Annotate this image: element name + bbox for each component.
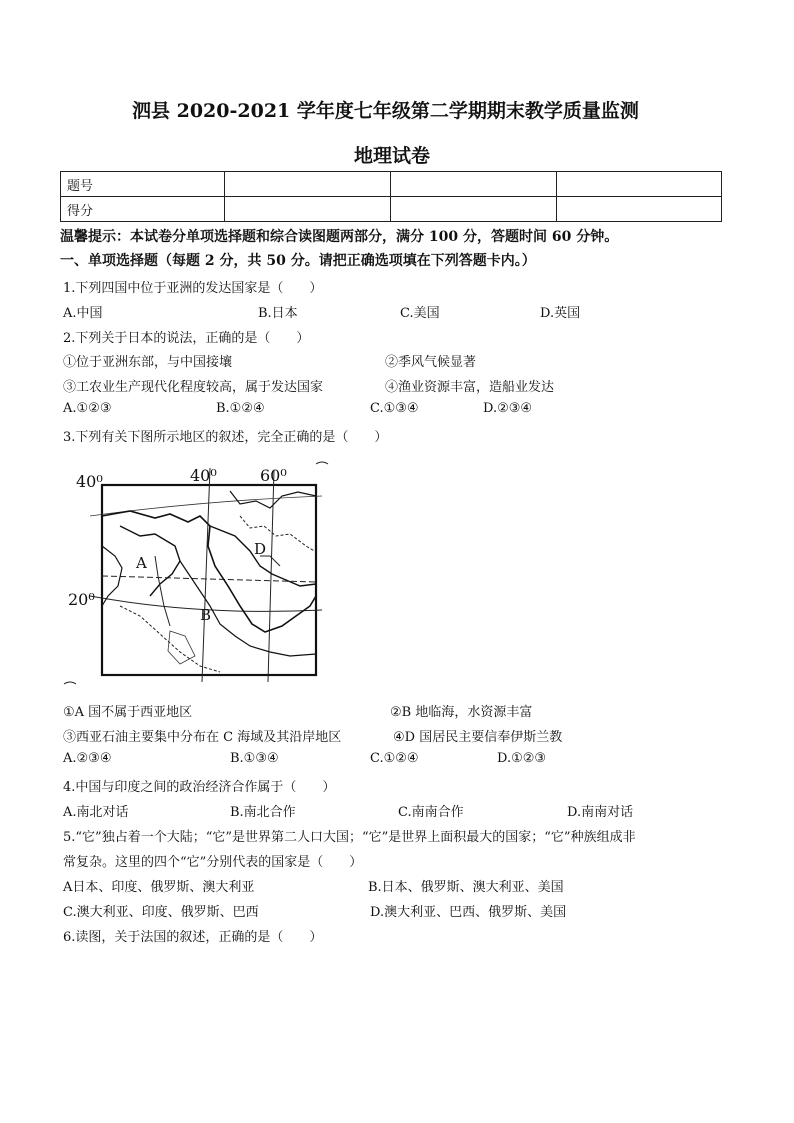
table-row [61,197,722,222]
map-label-d: D [254,540,267,558]
table-cell [225,172,391,197]
q2-option-b: B.①②④ [216,401,265,416]
q3-option-a: A.②③④ [63,751,112,766]
q3-statement-4: ④D 国居民主要信奉伊斯兰教 [393,730,563,745]
west-asia-map [60,456,330,688]
question-6-stem: 6.读图，关于法国的叙述，正确的是（ ） [63,930,323,945]
table-cell: 题号 [61,172,225,197]
question-3-stem: 3.下列有关下图所示地区的叙述，完全正确的是（ ） [63,430,388,445]
map-label-b: B [200,606,212,624]
q4-option-c: C.南南合作 [398,805,464,820]
table-row [61,172,722,197]
latitude-label: 20⁰ [68,590,95,609]
q5-option-a: A日本、印度、俄罗斯、澳大利亚 [63,880,255,895]
section-heading: 一、单项选择题（每题 2 分，共 50 分。请把正确选项填在下列答题卡内。） [60,253,536,269]
q2-statement-2: ②季风气候显著 [385,355,477,370]
q5-option-c: C.澳大利亚、印度、俄罗斯、巴西 [63,905,259,920]
longitude-label-left: 40⁰ [76,472,103,491]
page-subtitle: 地理试卷 [354,145,431,167]
table-cell [225,197,391,222]
q2-statement-3: ③工农业生产现代化程度较高，属于发达国家 [63,380,324,395]
q2-statement-1: ①位于亚洲东部，与中国接壤 [63,355,233,370]
q3-statement-2: ②B 地临海，水资源丰富 [390,705,533,720]
longitude-label-mid: 40⁰ [190,466,217,485]
score-table [60,171,722,222]
q4-option-a: A.南北对话 [63,805,129,820]
q3-statement-3: ③西亚石油主要集中分布在 C 海域及其沿岸地区 [63,730,342,745]
question-2-stem: 2.下列关于日本的说法，正确的是（ ） [63,331,310,346]
question-1-stem: 1.下列四国中位于亚洲的发达国家是（ ） [63,281,323,296]
table-cell [557,197,722,222]
longitude-label-right: 60⁰ [260,466,287,485]
q2-option-d: D.②③④ [483,401,533,416]
q3-option-b: B.①③④ [230,751,279,766]
question-4-stem: 4.中国与印度之间的政治经济合作属于（ ） [63,780,336,795]
q5-option-b: B.日本、俄罗斯、澳大利亚、美国 [368,880,564,895]
q4-option-d: D.南南对话 [567,805,634,820]
table-cell [391,172,557,197]
question-5-stem-line1: 5.“它”独占着一个大陆；“它”是世界第二人口大国；“它”是世界上面积最大的国家；“它”种族组成非 [63,830,636,845]
q4-option-b: B.南北合作 [230,805,296,820]
question-5-stem-line2: 常复杂。这里的四个“它”分别代表的国家是（ ） [63,855,363,870]
q5-option-d: D.澳大利亚、巴西、俄罗斯、美国 [370,905,567,920]
map-label-a: A [136,554,147,572]
table-cell: 得分 [61,197,225,222]
page-title: 泗县 2020-2021 学年度七年级第二学期期末教学质量监测 [132,100,639,122]
q2-option-c: C.①③④ [370,401,419,416]
q2-option-a: A.①②③ [63,401,112,416]
exam-tip: 温馨提示：本试卷分单项选择题和综合读图题两部分，满分 100 分，答题时间 60 分钟。 [60,229,619,245]
q3-option-d: D.①②③ [497,751,547,766]
table-cell [557,172,722,197]
q3-statement-1: ①A 国不属于西亚地区 [63,705,193,720]
q1-option-a: A.中国 [63,306,103,321]
q1-option-d: D.英国 [540,306,581,321]
q1-option-c: C.美国 [400,306,440,321]
q3-option-c: C.①②④ [370,751,419,766]
q1-option-b: B.日本 [258,306,298,321]
table-cell [391,197,557,222]
q2-statement-4: ④渔业资源丰富，造船业发达 [385,380,555,395]
